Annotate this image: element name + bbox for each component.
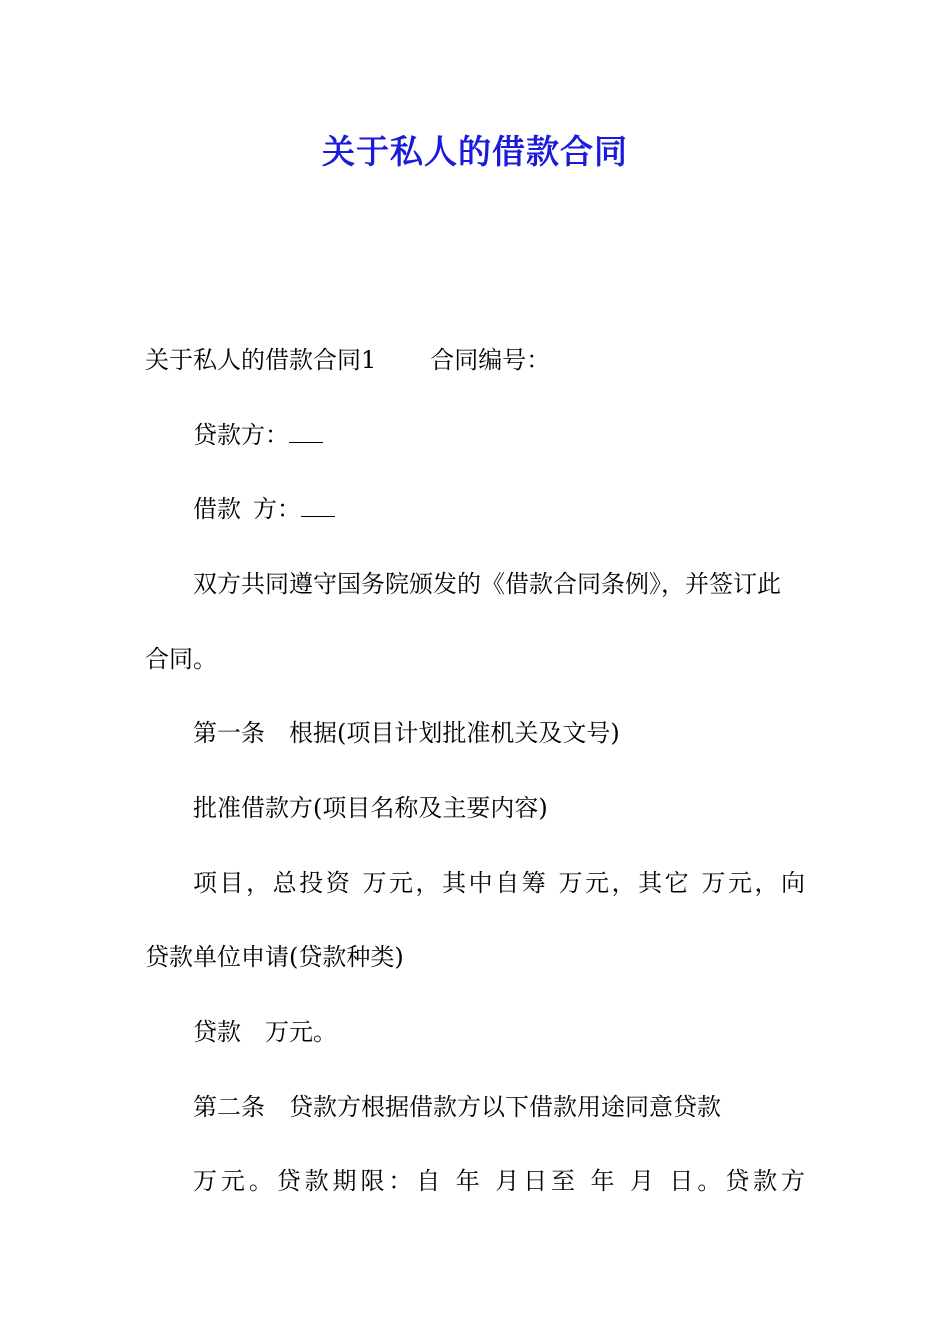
article-2-text: 贷款方根据借款方以下借款用途同意贷款 [289, 1093, 721, 1121]
article-1-line-3-part-2: 万元，其中自筹 [362, 869, 549, 897]
article-1-line-5 [193, 1015, 805, 1049]
article-1-line-3-part-3: 万元，其它 [558, 869, 692, 897]
article-2-line-2-part-3: 月日至 [495, 1167, 579, 1195]
borrower-blank [301, 496, 335, 517]
article-2-line-2-part-2: 年 [455, 1167, 484, 1195]
article-2-line-1 [193, 1090, 805, 1124]
article-2-line-2-part-6: 日。贷款方 [669, 1167, 806, 1195]
borrower-label-b: 方： [253, 495, 301, 523]
article-1-line-3-part-1: 项目，总投资 [193, 869, 353, 897]
article-1-line-5-part-2: 万元。 [265, 1018, 337, 1046]
lender-blank [289, 422, 323, 443]
lender-line [193, 418, 805, 452]
article-2-line-2-part-5: 月 [629, 1167, 658, 1195]
article-2-line-2-part-1: 万元。贷款期限：自 [193, 1167, 445, 1195]
contract-number-label: 合同编号： [430, 346, 551, 374]
article-1-text: 根据(项目计划批准机关及文号) [289, 719, 620, 747]
article-1-number: 第一条 [193, 719, 265, 747]
article-2-line-2-part-4: 年 [590, 1167, 619, 1195]
article-1-line-4: 贷款单位申请(贷款种类) [145, 943, 404, 971]
paragraph-1-line-2: 合同。 [145, 645, 217, 673]
article-2-number: 第二条 [193, 1093, 265, 1121]
borrower-line [193, 492, 805, 526]
document-title: 关于私人的借款合同 [322, 132, 628, 171]
lender-label: 贷款方： [193, 421, 289, 449]
article-1-line-5-part-1: 贷款 [193, 1018, 241, 1046]
contract-heading: 关于私人的借款合同1 [145, 346, 377, 374]
borrower-label-a: 借款 [193, 495, 241, 523]
article-1-line-1 [193, 716, 805, 750]
article-1-line-3-part-4: 万元，向 [701, 869, 806, 897]
contract-header-line [145, 343, 810, 377]
paragraph-1-line-1: 双方共同遵守国务院颁发的《借款合同条例》，并签订此 [193, 570, 781, 598]
article-1-line-3 [193, 866, 805, 900]
article-2-line-2 [193, 1164, 805, 1198]
article-1-line-2: 批准借款方(项目名称及主要内容) [193, 794, 548, 822]
